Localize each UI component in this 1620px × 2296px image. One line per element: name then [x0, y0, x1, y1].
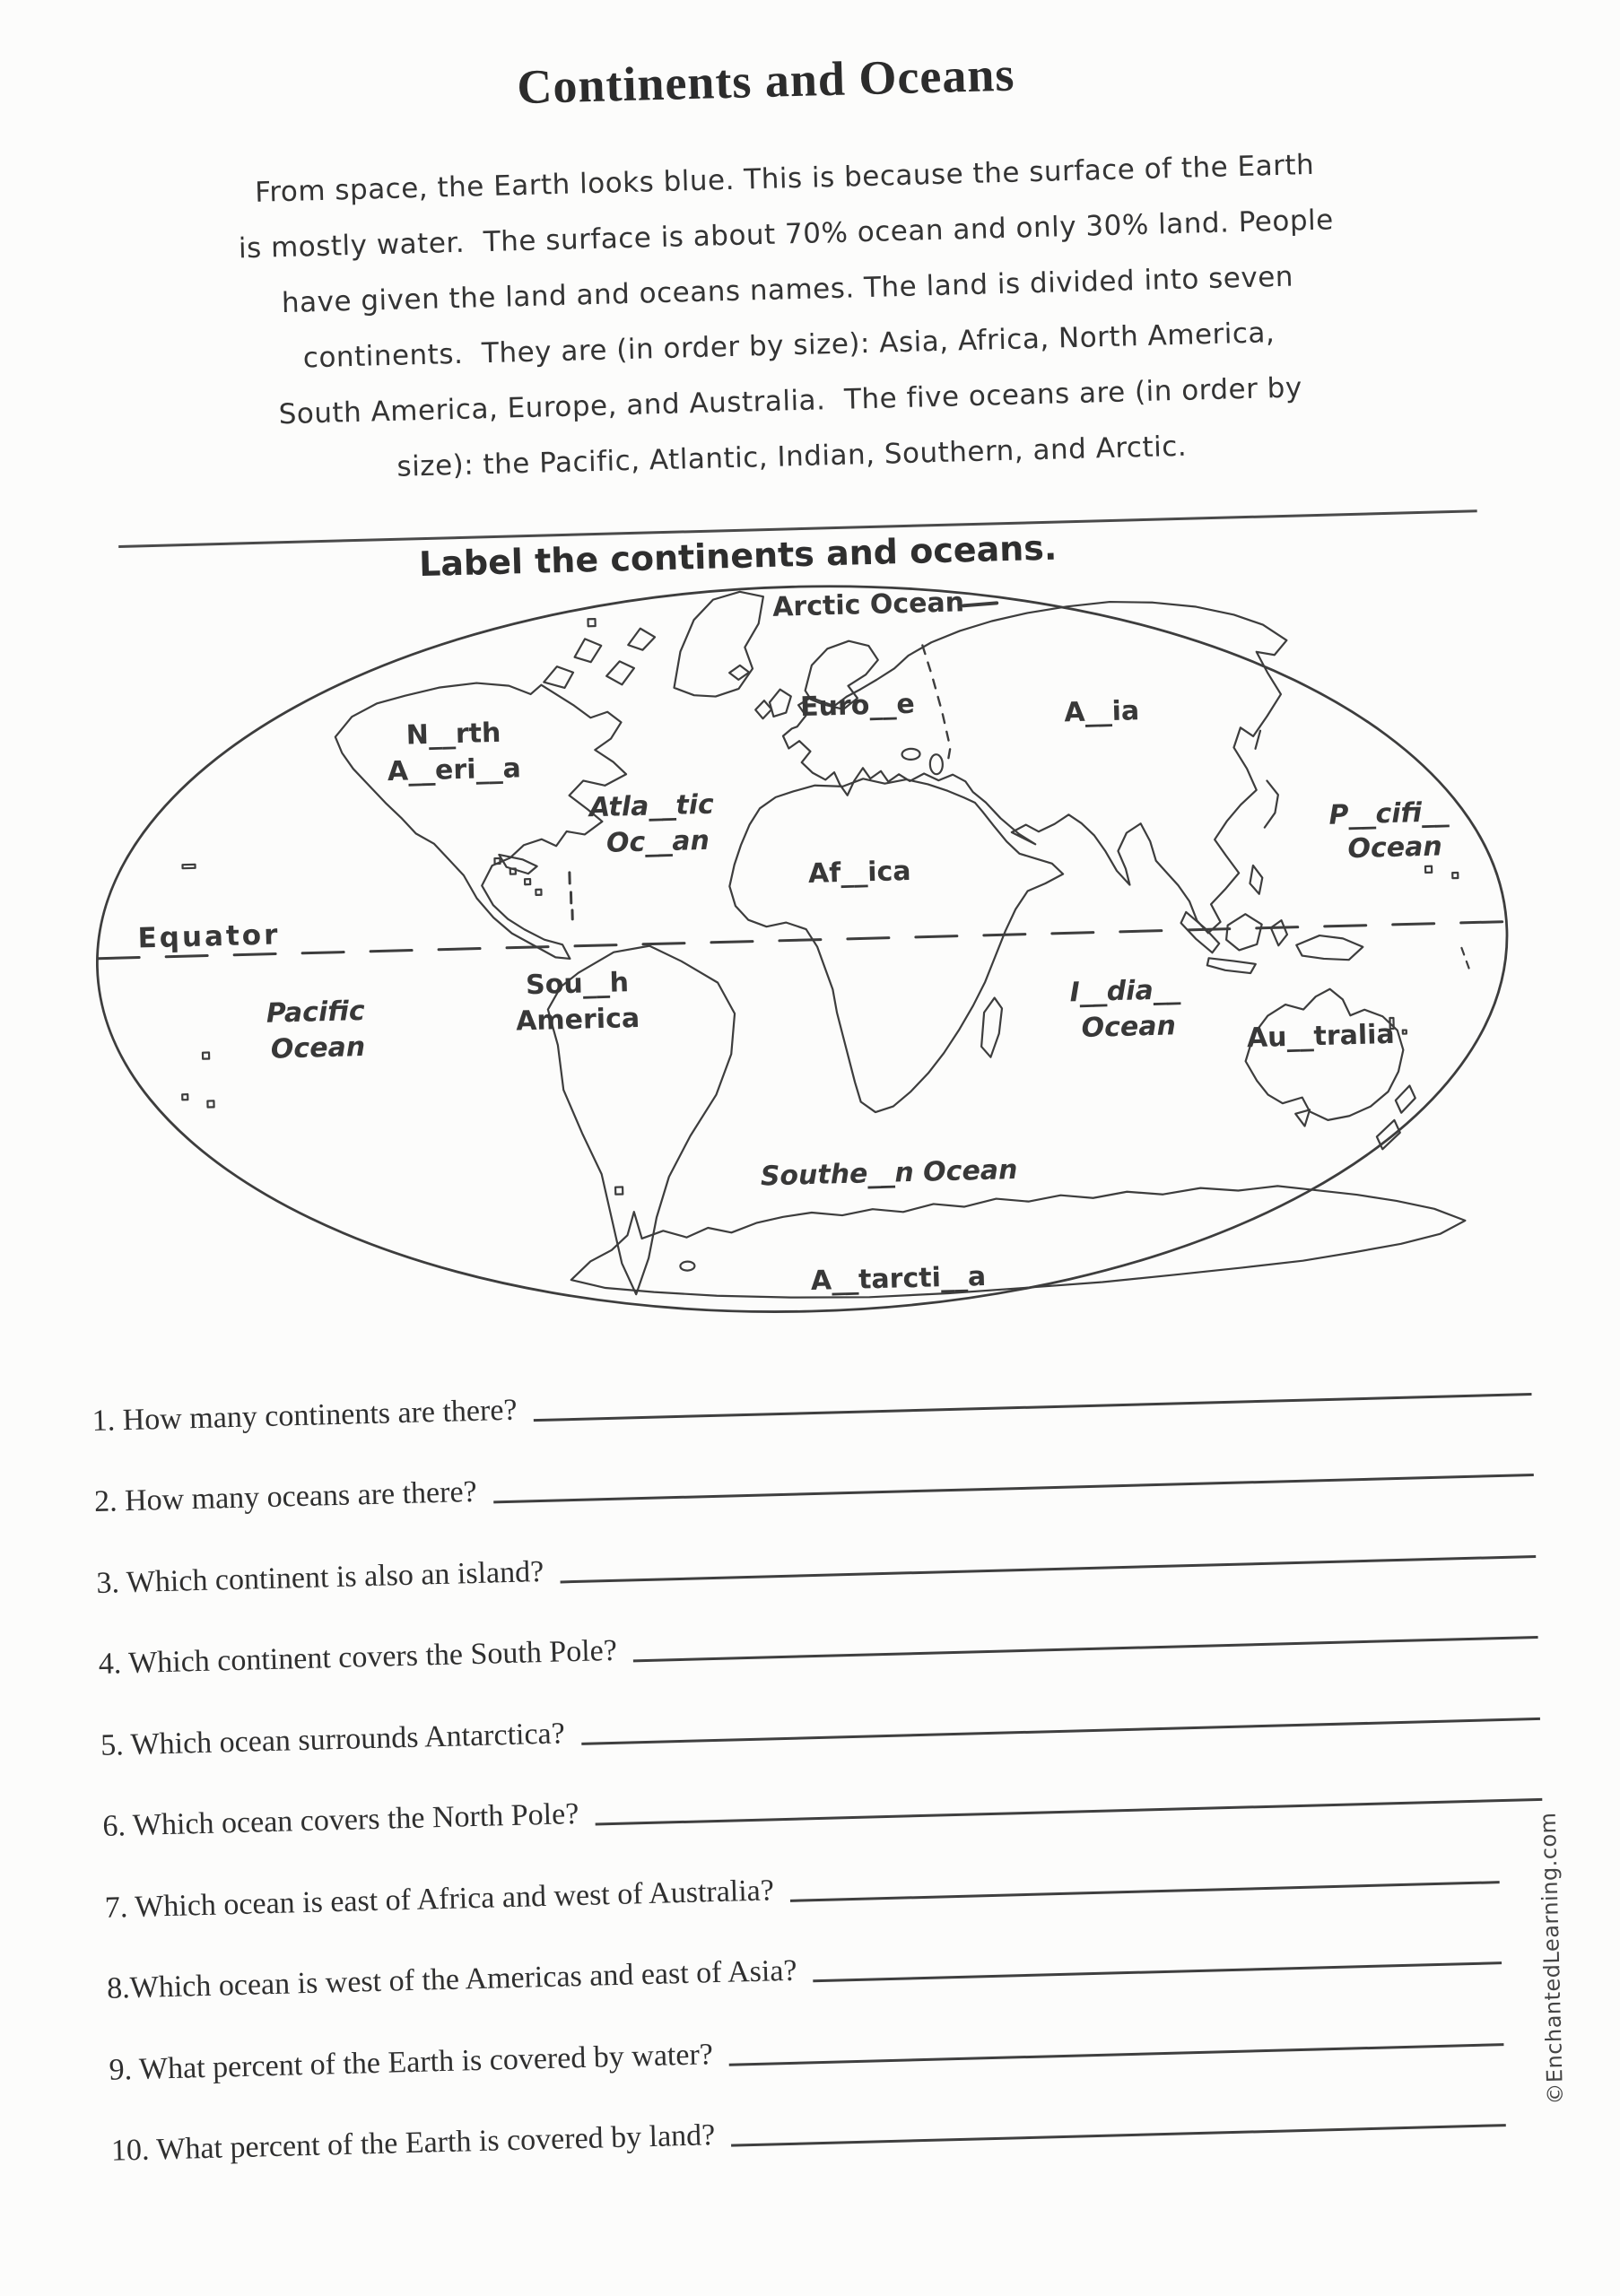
answer-line-2	[493, 1474, 1534, 1503]
page-title: Continents and Oceans	[516, 47, 1016, 115]
intro-line: From space, the Earth looks blue. This is because the surface of the Earth	[254, 148, 1315, 209]
label-south-america-line2: America	[515, 1002, 640, 1038]
japan-outline	[1255, 730, 1279, 828]
question-row-3	[96, 1529, 1536, 1601]
world-map	[80, 562, 1525, 1335]
canadian-arctic-islands	[542, 617, 656, 688]
question-text-5: 5. Which ocean surrounds Antarctica?	[100, 1717, 566, 1762]
label-south-america-line1: Sou__h	[525, 967, 630, 1002]
label-europe: Euro__e	[799, 688, 916, 724]
question-row-10	[111, 2098, 1506, 2169]
world-map-outline	[80, 562, 1525, 1335]
question-row-2	[94, 1448, 1534, 1519]
question-row-9	[109, 2017, 1503, 2088]
question-text-1: 1. How many continents are there?	[91, 1393, 518, 1439]
answer-line-1	[534, 1393, 1532, 1422]
africa-outline	[727, 774, 1069, 1117]
copyright-text: ©EnchantedLearning.com	[1535, 1812, 1569, 2105]
answer-line-8	[814, 1961, 1502, 1982]
label-southern-ocean: Southe__n Ocean	[760, 1153, 1018, 1193]
label-indian-line2: Ocean	[1081, 1010, 1177, 1045]
question-text-8: 8.Which ocean is west of the Americas and east of Asia?	[106, 1953, 797, 2005]
australia-outline	[1244, 987, 1406, 1128]
label-africa: Af__ica	[807, 855, 912, 890]
question-row-7	[104, 1855, 1499, 1926]
intro-line: continents. They are (in order by size): Asia, Africa, North America,	[302, 317, 1276, 375]
label-arctic-ocean: Arctic Ocean	[771, 587, 965, 623]
question-text-7: 7. Which ocean is east of Africa and west of Australia?	[104, 1874, 775, 1925]
question-text-6: 6. Which ocean covers the North Pole?	[102, 1797, 579, 1843]
intro-paragraph	[1, 131, 1575, 506]
label-equator: Equator	[137, 918, 281, 955]
answer-line-6	[596, 1798, 1543, 1826]
label-indian-line1: I__dia__	[1069, 974, 1181, 1009]
question-text-4: 4. Which continent covers the South Pole?	[98, 1633, 618, 1681]
intro-line: have given the land and oceans names. The land is divided into seven	[281, 260, 1294, 320]
greenland-outline	[672, 591, 766, 698]
question-text-9: 9. What percent of the Earth is covered by water?	[109, 2038, 714, 2087]
label-asia: A__ia	[1063, 695, 1140, 729]
label-atlantic-line1: Atla__tic	[588, 788, 715, 824]
question-row-5	[100, 1692, 1540, 1763]
question-row-4	[98, 1610, 1537, 1682]
southeast-asia-islands	[1180, 863, 1363, 975]
answer-line-5	[581, 1718, 1540, 1745]
label-pacific-right-line2: Ocean	[1347, 831, 1443, 865]
map-ellipse	[88, 569, 1517, 1330]
label-north-america-line1: N__rth	[405, 717, 501, 752]
new-zealand-outline	[1375, 1085, 1416, 1149]
question-row-6	[102, 1772, 1542, 1844]
question-row-8	[107, 1935, 1502, 2006]
label-australia: Au__tralia	[1246, 1018, 1396, 1055]
answer-line-3	[560, 1555, 1536, 1583]
label-north-america-line2: A__eri__a	[387, 752, 522, 788]
intro-line: is mostly water. The surface is about 70% ocean and only 30% land. People	[238, 204, 1335, 265]
label-pacific-right-line1: P__cifi__	[1328, 796, 1450, 831]
question-text-10: 10. What percent of the Earth is covered by land?	[110, 2118, 716, 2168]
label-pacific-left-line2: Ocean	[270, 1031, 366, 1065]
answer-line-7	[790, 1881, 1500, 1902]
madagascar-outline	[980, 997, 1004, 1057]
label-antarctica: A__tarcti__a	[810, 1260, 987, 1298]
intro-line: size): the Pacific, Atlantic, Indian, Southern, and Arctic.	[396, 430, 1188, 483]
antarctica-outline	[570, 1181, 1468, 1305]
section-heading: Label the continents and oceans.	[418, 527, 1058, 585]
label-atlantic-line2: Oc__an	[605, 824, 710, 859]
question-row-1	[91, 1367, 1531, 1439]
question-text-3: 3. Which continent is also an island?	[95, 1554, 544, 1600]
answer-line-4	[633, 1636, 1538, 1662]
label-pacific-left-line1: Pacific	[266, 995, 366, 1030]
answer-line-9	[729, 2043, 1503, 2066]
ural-dashed-line	[922, 645, 951, 767]
question-text-2: 2. How many oceans are there?	[93, 1474, 478, 1519]
intro-line: South America, Europe, and Australia. The five oceans are (in order by	[278, 371, 1303, 431]
answer-line-10	[731, 2124, 1505, 2147]
